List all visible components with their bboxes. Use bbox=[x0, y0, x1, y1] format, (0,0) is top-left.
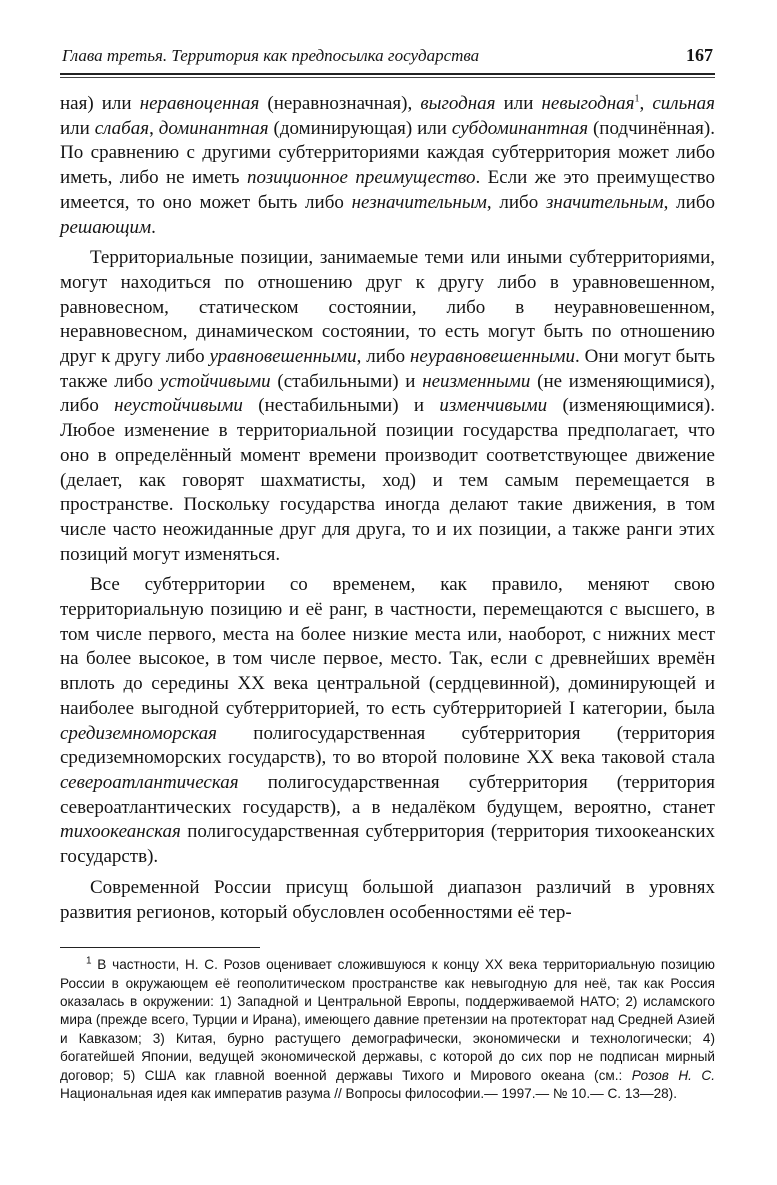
text-run: . Если же это преимущество имеется, то оно может быть либо bbox=[60, 167, 715, 213]
text-run: (стабильными) и bbox=[270, 370, 423, 392]
text-run: полигосударственная субтерритория (территория североатлантических государств), а в недалёком будущем, вероятно, станет bbox=[60, 771, 715, 818]
text-run: (доминирующая) или bbox=[268, 117, 452, 139]
paragraph-3 bbox=[60, 573, 715, 869]
italic-term: изменчивыми bbox=[439, 395, 548, 417]
text-run: . Они могут быть также либо bbox=[60, 346, 715, 392]
footnote-marker: 1 bbox=[86, 955, 92, 967]
italic-term: уравновешенными bbox=[209, 346, 357, 368]
text-run: , bbox=[639, 93, 653, 114]
italic-term: неизменными bbox=[422, 370, 531, 392]
italic-term: североатлантическая bbox=[60, 771, 239, 793]
text-run: ная) или bbox=[60, 93, 140, 114]
header-rule bbox=[60, 73, 715, 75]
italic-term: неравноценная bbox=[139, 93, 260, 114]
footnote-rule bbox=[60, 947, 260, 948]
paragraph-4 bbox=[60, 876, 715, 925]
header-rule-thin bbox=[60, 77, 715, 78]
text-run: (нестабильными) и bbox=[242, 395, 440, 417]
italic-term: невыгодная bbox=[541, 93, 635, 114]
text-run: Современной России присущ большой диапазон различий в уровнях развития регионов, который обусловлен особенностями её тер- bbox=[60, 876, 715, 923]
italic-term: незначительным bbox=[351, 191, 487, 213]
text-run: Национальная идея как императив разума // Вопросы философии.— 1997.— № 10.— С. 13—28). bbox=[60, 1086, 677, 1102]
paragraph-1 bbox=[60, 92, 715, 240]
text-run: , либо bbox=[663, 191, 715, 213]
italic-term: решающим bbox=[60, 216, 152, 238]
text-run: или bbox=[60, 117, 95, 139]
text-run: полигосударственная субтерритория (территория тихоокеанских государств). bbox=[60, 821, 715, 868]
body-text bbox=[60, 92, 715, 925]
italic-term: неуравновешенными bbox=[410, 346, 576, 368]
text-run: (неравнозначная), bbox=[259, 93, 421, 114]
text-run: В частности, Н. С. Розов оценивает сложившуюся к концу XX века территориальную позицию России в окружающем её геополитическом пространстве как невыгодную для неё, так как Россия оказалась в окружении: 1) Западной и Центральной Европы, поддерживаемой НАТО; 2) исламского мира (прежде всего, Турции и Ирана), имеющего давние претензии на протекторат над Средней Азией и Кавказом; 3) Китая, бурно растущего демографически, экономически и технологически; 4) богатейшей Японии, ведущей экономической державы, с которой до сих пор не подписан мирный договор; 5) США как главной военной державы Тихого и Мирового океана (см.: bbox=[60, 957, 715, 1083]
italic-term: устойчивыми bbox=[159, 370, 271, 392]
text-run: (не изменяющимися), либо bbox=[60, 370, 715, 417]
italic-term: слабая bbox=[94, 117, 150, 139]
italic-term: позиционное преимущество bbox=[247, 167, 476, 189]
text-run: полигосударственная субтерритория (территория средиземноморских государств), то во второй половине XX века таковой стала bbox=[60, 722, 715, 769]
italic-term: субдоминантная bbox=[451, 117, 589, 139]
italic-term: значительным bbox=[545, 191, 664, 213]
text-run: , либо bbox=[356, 346, 410, 368]
text-run: (изменяющимися). Любое изменение в территориальной позиции государства предполагает, что оно в определённый момент времени производит соответствующее движение (делает, как говорят шахматисты, ход) и тем самым перемещается в пространстве. Поскольку государства иногда делают такие движения, в том числе часто неожиданные друг для друга, то и их позиции, а также ранги этих позиций могут изменяться. bbox=[60, 395, 716, 565]
italic-term: выгодная bbox=[420, 93, 496, 114]
chapter-title: Глава третья. Территория как предпосылка государства bbox=[62, 46, 480, 65]
text-run: или bbox=[495, 93, 542, 114]
italic-term: тихоокеанская bbox=[60, 821, 181, 843]
text-run: , либо bbox=[486, 191, 546, 213]
italic-term: доминантная bbox=[158, 117, 269, 139]
italic-term: сильная bbox=[652, 93, 715, 114]
italic-term: средиземноморская bbox=[60, 722, 218, 744]
text-run: . bbox=[151, 216, 156, 238]
text-run: (подчинённая). По сравнению с другими субтерриториями каждая субтерритория может либо иметь, либо не иметь bbox=[60, 117, 715, 189]
book-page bbox=[60, 44, 715, 1117]
text-run: , bbox=[149, 117, 159, 139]
page-number: 167 bbox=[686, 45, 713, 65]
running-head bbox=[60, 44, 715, 67]
paragraph-2 bbox=[60, 246, 715, 567]
text-run: Территориальные позиции, занимаемые теми или иными субтерриториями, могут находиться по отношению друг к другу либо в уравновешенном, равновесном, статическом состоянии, либо в неуравновешенном, неравновесном, динамическом состоянии, то есть могут быть по отношению друг к другу либо bbox=[60, 247, 715, 368]
footnote-1 bbox=[60, 956, 715, 1103]
italic-term: неустойчивыми bbox=[114, 395, 243, 417]
footnote-marker: 1 bbox=[634, 93, 640, 105]
italic-term: Розов Н. С. bbox=[631, 1067, 716, 1083]
text-run: Все субтерритории со временем, как правило, меняют свою территориальную позицию и её ранг, в частности, перемещаются с высшего, в том числе первого, места на более низкие места или, наоборот, с нижних мест на более высокое, в том числе первое, место. Так, если с древнейших времён вплоть до середины XX века центральной (сердцевинной), доминирующей и наиболее выгодной субтерриторией, то есть субтерриторией I категории, была bbox=[60, 574, 715, 719]
